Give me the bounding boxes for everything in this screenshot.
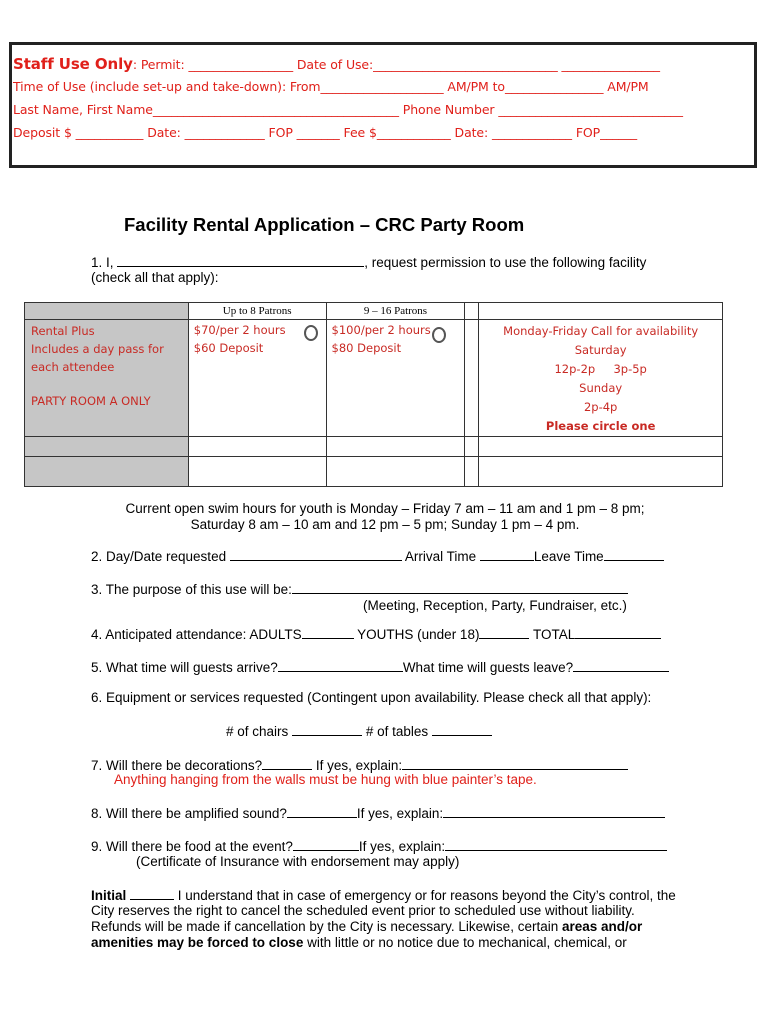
q6-line: 6. Equipment or services requested (Contingent upon availability. Please check all that apply): <box>91 690 652 705</box>
purpose-field[interactable] <box>292 581 628 594</box>
tables-field[interactable] <box>432 723 492 736</box>
initial-line1: Initial I understand that in case of emergency or for reasons beyond the City’s control, the <box>91 888 676 903</box>
arrival-time-field[interactable] <box>480 548 534 561</box>
rental-table <box>24 302 723 487</box>
q3-line: 3. The purpose of this use will be: <box>91 581 628 597</box>
q9-line: 9. Will there be food at the event? If yes, explain: <box>91 838 667 854</box>
blank-cell-r3c2[interactable] <box>188 437 326 457</box>
staff-use-label: Staff Use Only <box>13 55 133 73</box>
food-explain-field[interactable] <box>445 838 667 851</box>
initial-field[interactable] <box>130 887 174 900</box>
page-title: Facility Rental Application – CRC Party Room <box>124 214 525 235</box>
header-up-to-8: Up to 8 Patrons <box>188 303 326 320</box>
initial-line2: City reserves the right to cancel the scheduled event prior to scheduled use without liability. <box>91 903 635 918</box>
q2-line: 2. Day/Date requested Arrival Time Leave Time <box>91 548 664 564</box>
availability-cell: Monday-Friday Call for availability Saturday 12p-2p 3p-5p Sunday 2p-4p Please circle one <box>479 320 723 437</box>
initial-line3: Refunds will be made if cancellation by the City is necessary. Likewise, certain areas and/or <box>91 919 643 934</box>
header-9-16: 9 – 16 Patrons <box>326 303 465 320</box>
q8-line: 8. Will there be amplified sound? If yes, explain: <box>91 805 665 821</box>
q3-hint: (Meeting, Reception, Party, Fundraiser, etc.) <box>363 598 627 613</box>
leave-time-field[interactable] <box>604 548 664 561</box>
decorations-note: Anything hanging from the walls must be hung with blue painter’s tape. <box>114 772 537 787</box>
chairs-field[interactable] <box>292 723 362 736</box>
q1-line: 1. I, , request permission to use the following facility <box>91 255 647 270</box>
staff-line-permit: Staff Use Only: Permit: _________________ Date of Use:______________________________ ________________ <box>13 55 660 73</box>
guest-arrival-field[interactable] <box>278 659 403 672</box>
q6-chairs-tables: # of chairs # of tables <box>226 723 492 739</box>
q4-line: 4. Anticipated attendance: ADULTS YOUTHS (under 18) TOTAL <box>91 626 661 642</box>
party-room-label: PARTY ROOM A ONLY <box>31 394 151 408</box>
food-field[interactable] <box>293 838 359 851</box>
staff-line-deposit: Deposit $ ___________ Date: _____________ FOP _______ Fee $____________ Date: _____________ FOP______ <box>13 125 637 140</box>
swim-hours-line2: Saturday 8 am – 10 am and 12 pm – 5 pm; Sunday 1 pm – 4 pm. <box>190 517 580 532</box>
total-field[interactable] <box>575 626 661 639</box>
blank-cell-r4c5[interactable] <box>479 457 723 487</box>
decorations-field[interactable] <box>262 757 312 770</box>
select-16-patrons-radio[interactable] <box>432 327 446 343</box>
q1-line2: (check all that apply): <box>91 270 219 285</box>
blank-cell-r3c5[interactable] <box>479 437 723 457</box>
initial-line4: amenities may be forced to close with little or no notice due to mechanical, chemical, or <box>91 935 627 950</box>
q5-line: 5. What time will guests arrive? What time will guests leave? <box>91 659 669 675</box>
blank-cell-r4c3[interactable] <box>326 457 465 487</box>
price-cell-8: $70/per 2 hours $60 Deposit <box>188 320 326 437</box>
staff-line-name: Last Name, First Name________________________________________ Phone Number ______________________________ <box>13 102 683 117</box>
blank-cell-r3c3[interactable] <box>326 437 465 457</box>
youths-field[interactable] <box>479 626 529 639</box>
date-requested-field[interactable] <box>230 548 402 561</box>
rental-plus-cell: Rental Plus Includes a day pass for each attendee PARTY ROOM A ONLY <box>25 320 189 437</box>
adults-field[interactable] <box>302 626 354 639</box>
q7-line: 7. Will there be decorations? If yes, explain: <box>91 757 628 773</box>
initial-label: Initial <box>91 888 127 903</box>
circle-one-note: Please circle one <box>545 419 656 433</box>
swim-hours-line1: Current open swim hours for youth is Monday – Friday 7 am – 11 am and 1 pm – 8 pm; <box>125 501 645 516</box>
blank-cell-r4c2[interactable] <box>188 457 326 487</box>
insurance-note: (Certificate of Insurance with endorsement may apply) <box>136 854 460 869</box>
price-cell-16: $100/per 2 hours $80 Deposit <box>326 320 465 437</box>
staff-line-time: Time of Use (include set-up and take-down): From____________________ AM/PM to________________ AM/PM <box>13 79 649 94</box>
select-8-patrons-radio[interactable] <box>304 325 318 341</box>
decorations-explain-field[interactable] <box>402 757 628 770</box>
sound-explain-field[interactable] <box>443 805 665 818</box>
guest-leave-field[interactable] <box>573 659 669 672</box>
applicant-name-field[interactable] <box>117 254 364 267</box>
amplified-sound-field[interactable] <box>287 805 357 818</box>
